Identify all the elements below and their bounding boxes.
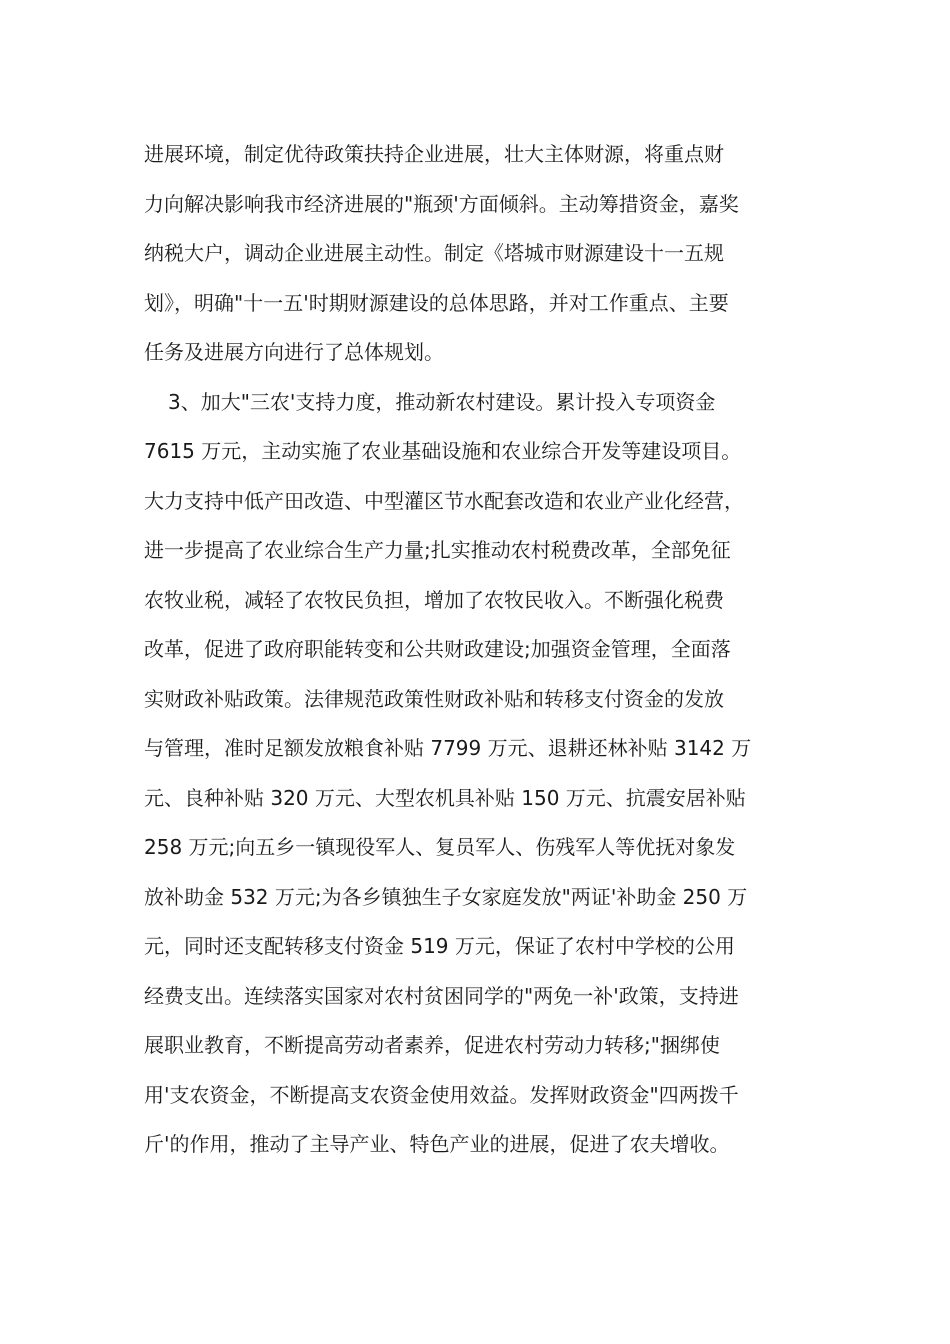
text-line: 任务及进展方向进行了总体规划。 <box>144 340 444 364</box>
text-line: 258 万元;向五乡一镇现役军人、复员军人、伤残军人等优抚对象发 <box>144 835 736 859</box>
text-line: 农牧业税，减轻了农牧民负担，增加了农牧民收入。不断强化税费 <box>144 587 724 612</box>
text-line: 纳税大户，调动企业进展主动性。制定《塔城市财源建设十一五规 <box>144 241 724 265</box>
text-line: 实财政补贴政策。法律规范政策性财政补贴和转移支付资金的发放 <box>144 686 724 711</box>
text-line: 力向解决影响我市经济进展的"瓶颈'方面倾斜。主动筹措资金，嘉奖 <box>144 191 739 216</box>
text-line: 与管理，准时足额发放粮食补贴 7799 万元、退耕还林补贴 3142 万 <box>144 736 752 760</box>
text-line: 改革，促进了政府职能转变和公共财政建设;加强资金管理，全面落 <box>144 637 731 661</box>
text-line: 展职业教育，不断提高劳动者素养，促进农村劳动力转移;"捆绑使 <box>144 1033 720 1057</box>
text-line: 元，同时还支配转移支付资金 519 万元，保证了农村中学校的公用 <box>144 934 735 958</box>
text-line: 元、良种补贴 320 万元、大型农机具补贴 150 万元、抗震安居补贴 <box>144 785 746 810</box>
text-line: 划》，明确"十一五'时期财源建设的总体思路，并对工作重点、主要 <box>144 290 729 315</box>
text-line: 用'支农资金，不断提高支农资金使用效益。发挥财政资金"四两拨千 <box>144 1082 739 1107</box>
text-line: 经费支出。连续落实国家对农村贫困同学的"两免一补'政策，支持进 <box>144 983 739 1008</box>
text-line: 大力支持中低产田改造、中型灌区节水配套改造和农业产业化经营， <box>144 488 744 513</box>
text-line: 进展环境，制定优待政策扶持企业进展，壮大主体财源，将重点财 <box>144 142 724 166</box>
document-body <box>144 130 824 1170</box>
text-line: 放补助金 532 万元;为各乡镇独生子女家庭发放"两证'补助金 250 万 <box>144 884 748 909</box>
text-line: 进一步提高了农业综合生产力量;扎实推动农村税费改革，全部免征 <box>144 538 731 562</box>
text-line: 7615 万元，主动实施了农业基础设施和农业综合开发等建设项目。 <box>144 439 742 463</box>
text-line: 斤'的作用，推动了主导产业、特色产业的进展，促进了农夫增收。 <box>144 1132 730 1156</box>
paragraph-start-line: 3、加大"三农'支持力度，推动新农村建设。累计投入专项资金 <box>168 389 716 414</box>
